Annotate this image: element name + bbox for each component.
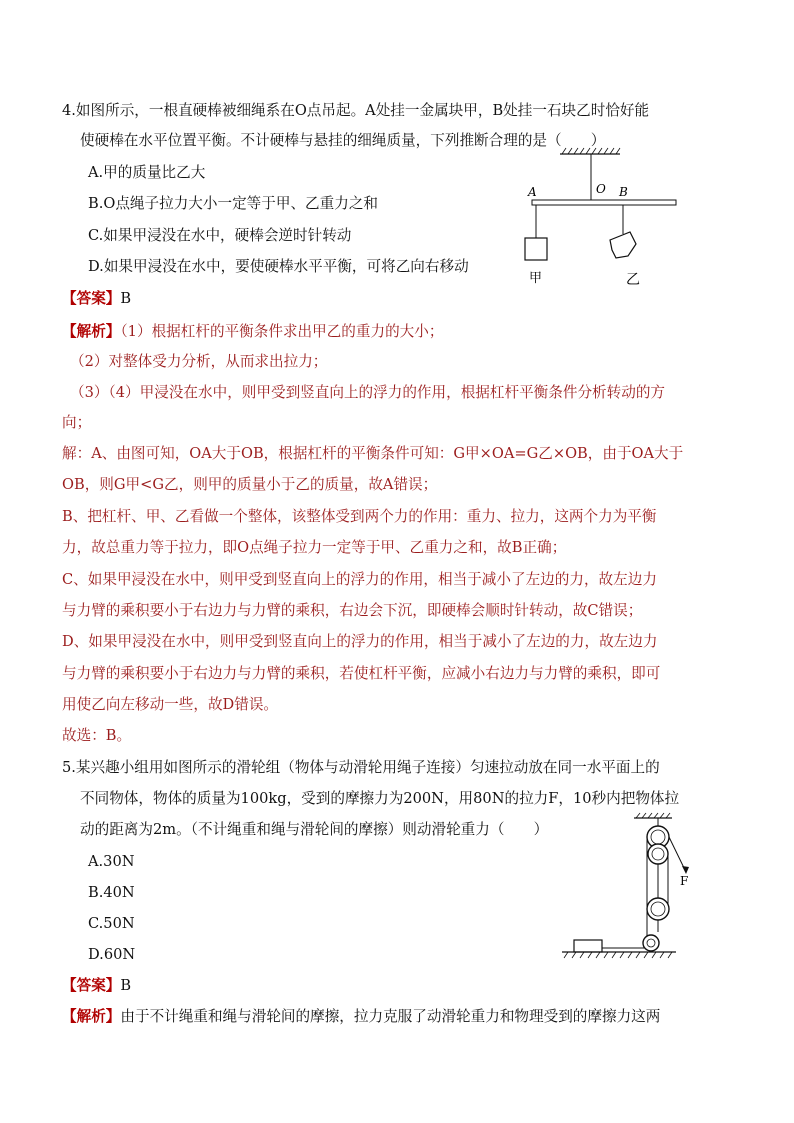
lever-figure [520,140,685,290]
q5-stem-line-3: 动的距离为2m。（不计绳重和绳与滑轮间的摩擦）则动滑轮重力（ ） [80,821,549,838]
q4-answer [62,289,131,309]
q5-stem-line-2: 不同物体，物体的质量为100kg，受到的摩擦力为200N，用80N的拉力F，10秒内把物体拉 [80,790,680,807]
q4-analysis-line-5: 解：A、由图可知，OA大于OB，根据杠杆的平衡条件可知：G甲×OA=G乙×OB，由于OA大于 [62,445,684,462]
q4-option-a: A.甲的质量比乙大 [88,164,206,181]
q4-analysis-line-12: 与力臂的乘积要小于右边力与力臂的乘积，若使杠杆平衡，应减小右边力与力臂的乘积，即可 [62,665,661,682]
label-yi: 乙 [626,272,640,288]
label-a: A [528,185,537,199]
q5-analysis-line-1: 【解析】由于不计绳重和绳与滑轮间的摩擦，拉力克服了动滑轮重力和物理受到的摩擦力这两 [62,1008,661,1025]
label-o: O [596,182,606,196]
q5-answer-value: B [120,977,132,994]
q4-answer-tag: 【答案】 [62,290,121,307]
q4-analysis-line-10: 与力臂的乘积要小于右边力与力臂的乘积，右边会下沉，即硬棒会顺时针转动，故C错误； [62,602,643,619]
q4-analysis-line-3: （3）（4）甲浸没在水中，则甲受到竖直向上的浮力的作用，根据杠杆平衡条件分析转动的方 [70,384,666,401]
q4-stem-line-2: 使硬棒在水平位置平衡。不计硬棒与悬挂的细绳质量，下列推断合理的是（ ） [80,132,606,149]
q4-analysis-line-13: 用使乙向左移动一些，故D错误。 [62,696,279,713]
q5-option-b: B.40N [88,884,135,901]
q5-option-a: A.30N [88,853,135,870]
object-block [574,940,602,952]
q4-stem-line-1: 4.如图所示，一根直硬棒被细绳系在O点吊起。A处挂一金属块甲，B处挂一石块乙时恰好能 [62,102,650,119]
q4-option-d: D.如果甲浸没在水中，要使硬棒水平平衡，可将乙向右移动 [88,258,469,275]
q4-analysis-line-4: 向； [62,414,92,431]
q4-option-b: B.O点绳子拉力大小一定等于甲、乙重力之和 [88,195,379,212]
q5-option-c: C.50N [88,915,135,932]
q5-analysis-tag: 【解析】 [62,1008,121,1025]
label-jia: 甲 [529,271,543,286]
q4-analysis-line-1: 【解析】（1）根据杠杆的平衡条件求出甲乙的重力的大小； [62,323,444,340]
q4-choice: 故选：B。 [62,727,132,744]
q4-analysis-line-7: B、把杠杆、甲、乙看做一个整体，该整体受到两个力的作用：重力、拉力，这两个力为平衡 [62,508,657,525]
q4-answer-value: B [120,290,132,307]
stone-yi [610,232,636,258]
q4-analysis-line-11: D、如果甲浸没在水中，则甲受到竖直向上的浮力的作用，相当于减小了左边的力，故左边力 [62,633,658,650]
q4-analysis-line-2: （2）对整体受力分析，从而求出拉力； [70,353,328,370]
block-jia [525,238,547,260]
label-b: B [619,185,628,199]
q4-analysis-tag: 【解析】 [62,323,121,340]
q4-analysis-line-6: OB，则G甲<G乙，则甲的质量小于乙的质量，故A错误； [62,476,438,493]
q5-stem-line-1: 5.某兴趣小组用如图所示的滑轮组（物体与动滑轮用绳子连接）匀速拉动放在同一水平面上的 [62,759,660,776]
q4-analysis-line-8: 力，故总重力等于拉力，即O点绳子拉力一定等于甲、乙重力之和，故B正确； [62,539,567,556]
q4-analysis-line-9: C、如果甲浸没在水中，则甲受到竖直向上的浮力的作用，相当于减小了左边的力，故左边力 [62,571,657,588]
q5-answer-tag: 【答案】 [62,977,121,994]
pulley-figure [556,812,706,964]
q5-answer [62,976,131,996]
q4-option-c: C.如果甲浸没在水中，硬棒会逆时针转动 [88,227,352,244]
q5-option-d: D.60N [88,946,136,963]
label-f: F [680,874,689,888]
